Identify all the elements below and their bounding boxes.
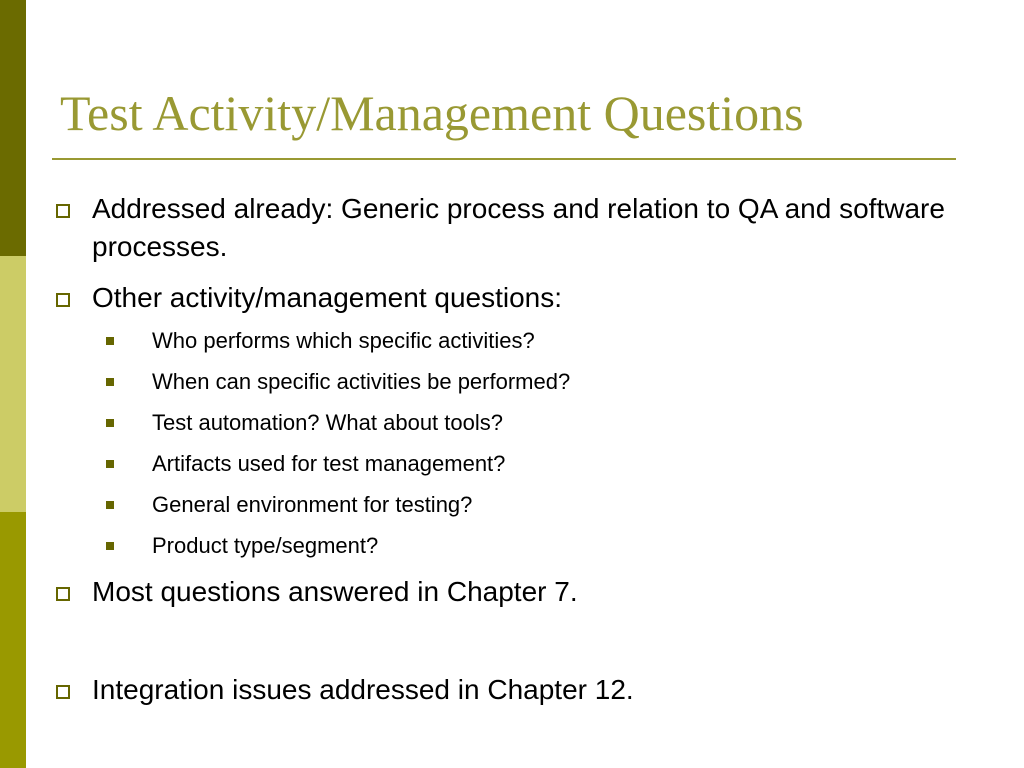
bullet-item xyxy=(92,573,962,611)
filled-square-bullet-icon xyxy=(106,337,114,345)
sub-bullet-text: Test automation? What about tools? xyxy=(152,410,503,435)
bullet-text: Most questions answered in Chapter 7. xyxy=(92,576,578,607)
filled-square-bullet-icon xyxy=(106,501,114,509)
hollow-square-bullet-icon xyxy=(56,685,70,699)
sub-bullet-text: When can specific activities be performed? xyxy=(152,369,571,394)
bullet-text: Addressed already: Generic process and relation to QA and software processes. xyxy=(92,193,945,262)
bullet-text: Other activity/management questions: xyxy=(92,282,563,313)
filled-square-bullet-icon xyxy=(106,460,114,468)
sub-bullet-text: Product type/segment? xyxy=(152,533,379,558)
sub-bullet-text: General environment for testing? xyxy=(152,492,473,517)
sub-bullet-item xyxy=(152,367,952,397)
sub-bullet-text: Who performs which specific activities? xyxy=(152,328,535,353)
sub-bullet-item xyxy=(152,449,952,479)
sub-bullet-item xyxy=(152,326,952,356)
filled-square-bullet-icon xyxy=(106,542,114,550)
bullet-item xyxy=(92,671,962,709)
hollow-square-bullet-icon xyxy=(56,204,70,218)
sub-bullet-text: Artifacts used for test management? xyxy=(152,451,506,476)
hollow-square-bullet-icon xyxy=(56,587,70,601)
filled-square-bullet-icon xyxy=(106,419,114,427)
sub-bullet-item xyxy=(152,408,952,438)
filled-square-bullet-icon xyxy=(106,378,114,386)
bullet-text: Integration issues addressed in Chapter 12. xyxy=(92,674,634,705)
bullet-item xyxy=(92,190,962,266)
slide-title: Test Activity/Management Questions xyxy=(60,85,804,141)
sub-bullet-item xyxy=(152,490,952,520)
hollow-square-bullet-icon xyxy=(56,293,70,307)
sub-bullet-item xyxy=(152,531,952,561)
bullet-item xyxy=(92,279,962,317)
